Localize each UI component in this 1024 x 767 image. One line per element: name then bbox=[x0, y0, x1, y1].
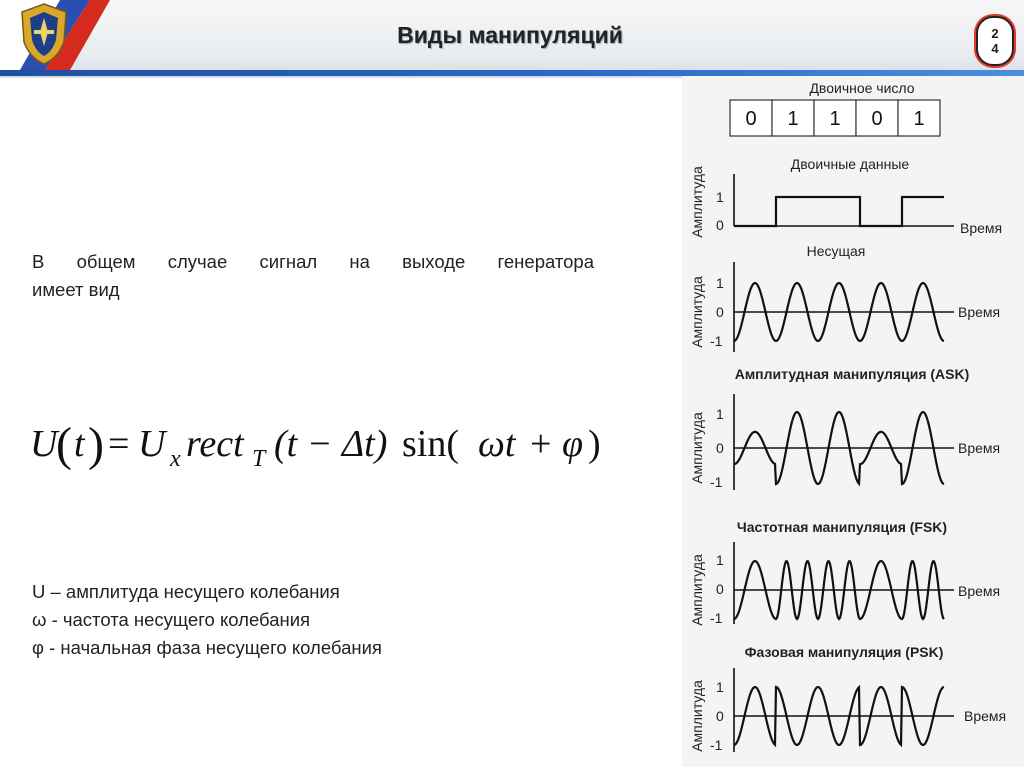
formula-subscript-T: T bbox=[252, 446, 266, 472]
panel-title-psk: Фазовая манипуляция (PSK) bbox=[744, 644, 944, 660]
bit-value: 1 bbox=[829, 108, 841, 130]
formula-U: U bbox=[30, 423, 58, 465]
formula-paren-open: ( bbox=[56, 418, 72, 471]
formula-delay: (t − Δt) bbox=[274, 423, 388, 465]
formula-paren-close: ) bbox=[88, 418, 104, 471]
bit-value: 0 bbox=[871, 108, 883, 130]
formula-equals: = bbox=[108, 423, 130, 465]
tick-ask-0: 0 bbox=[716, 440, 724, 456]
xlabel-ask: Время bbox=[958, 440, 1001, 456]
modulation-figure bbox=[682, 76, 1024, 767]
formula-close: ) bbox=[588, 423, 601, 465]
binary-number-title: Двоичное число bbox=[809, 80, 915, 96]
definition-amplitude: U – амплитуда несущего колебания bbox=[32, 581, 340, 602]
page-number-bottom: 4 bbox=[991, 41, 999, 56]
bit-value: 0 bbox=[745, 108, 757, 130]
formula-Ux: U bbox=[138, 423, 166, 465]
tick-psk-0: 0 bbox=[716, 708, 724, 724]
formula-subscript-x: x bbox=[170, 446, 181, 472]
tick-psk-neg1: -1 bbox=[710, 737, 723, 753]
definition-frequency: ω - частота несущего колебания bbox=[32, 609, 311, 630]
bit-value: 1 bbox=[913, 108, 925, 130]
ylabel-psk: Амплитуда bbox=[689, 680, 705, 752]
definitions-list bbox=[32, 578, 382, 662]
intro-paragraph bbox=[32, 248, 594, 304]
xlabel-data: Время bbox=[960, 220, 1003, 236]
intro-line-2: имеет вид bbox=[32, 279, 120, 300]
formula-t: t bbox=[74, 423, 85, 465]
panel-title-fsk: Частотная манипуляция (FSK) bbox=[736, 519, 948, 535]
data-square-wave bbox=[734, 197, 944, 226]
intro-line-1: В общем случае сигнал на выходе генератора bbox=[32, 251, 594, 272]
tick-fsk-neg1: -1 bbox=[710, 610, 723, 626]
formula-phi: φ bbox=[562, 423, 584, 465]
page-title: Виды манипуляций bbox=[397, 22, 623, 48]
tick-carrier-1: 1 bbox=[716, 275, 724, 291]
formula-plus: + bbox=[530, 423, 552, 465]
tick-psk-1: 1 bbox=[716, 679, 724, 695]
tick-ask-1: 1 bbox=[716, 406, 724, 422]
panel-title-data: Двоичные данные bbox=[790, 156, 910, 172]
signal-formula bbox=[30, 410, 630, 480]
tick-ask-neg1: -1 bbox=[710, 474, 723, 490]
waveform-plots bbox=[734, 174, 954, 752]
tick-fsk-1: 1 bbox=[716, 552, 724, 568]
xlabel-carrier: Время bbox=[958, 304, 1001, 320]
tick-data-0: 0 bbox=[716, 217, 724, 233]
slide-header bbox=[0, 0, 1024, 78]
binary-bits bbox=[730, 100, 940, 136]
ylabel-fsk: Амплитуда bbox=[689, 554, 705, 626]
ylabel-data: Амплитуда bbox=[689, 166, 705, 238]
tick-fsk-0: 0 bbox=[716, 581, 724, 597]
tick-data-1: 1 bbox=[716, 189, 724, 205]
ylabel-carrier: Амплитуда bbox=[689, 276, 705, 348]
xlabel-psk: Время bbox=[964, 708, 1007, 724]
tick-carrier-0: 0 bbox=[716, 304, 724, 320]
formula-omega-t: ωt bbox=[478, 423, 516, 465]
page-number-badge bbox=[976, 16, 1014, 66]
formula-rect: rect bbox=[186, 423, 244, 465]
xlabel-fsk: Время bbox=[958, 583, 1001, 599]
panel-title-ask: Амплитудная манипуляция (ASK) bbox=[734, 366, 970, 382]
formula-sin: sin( bbox=[402, 423, 459, 465]
ylabel-ask: Амплитуда bbox=[689, 412, 705, 484]
academy-emblem-icon bbox=[18, 2, 70, 66]
definition-phase: φ - начальная фаза несущего колебания bbox=[32, 637, 382, 658]
tick-carrier-neg1: -1 bbox=[710, 333, 723, 349]
bit-value: 1 bbox=[787, 108, 799, 130]
page-number-top: 2 bbox=[991, 26, 999, 41]
panel-title-carrier: Несущая bbox=[806, 243, 866, 259]
